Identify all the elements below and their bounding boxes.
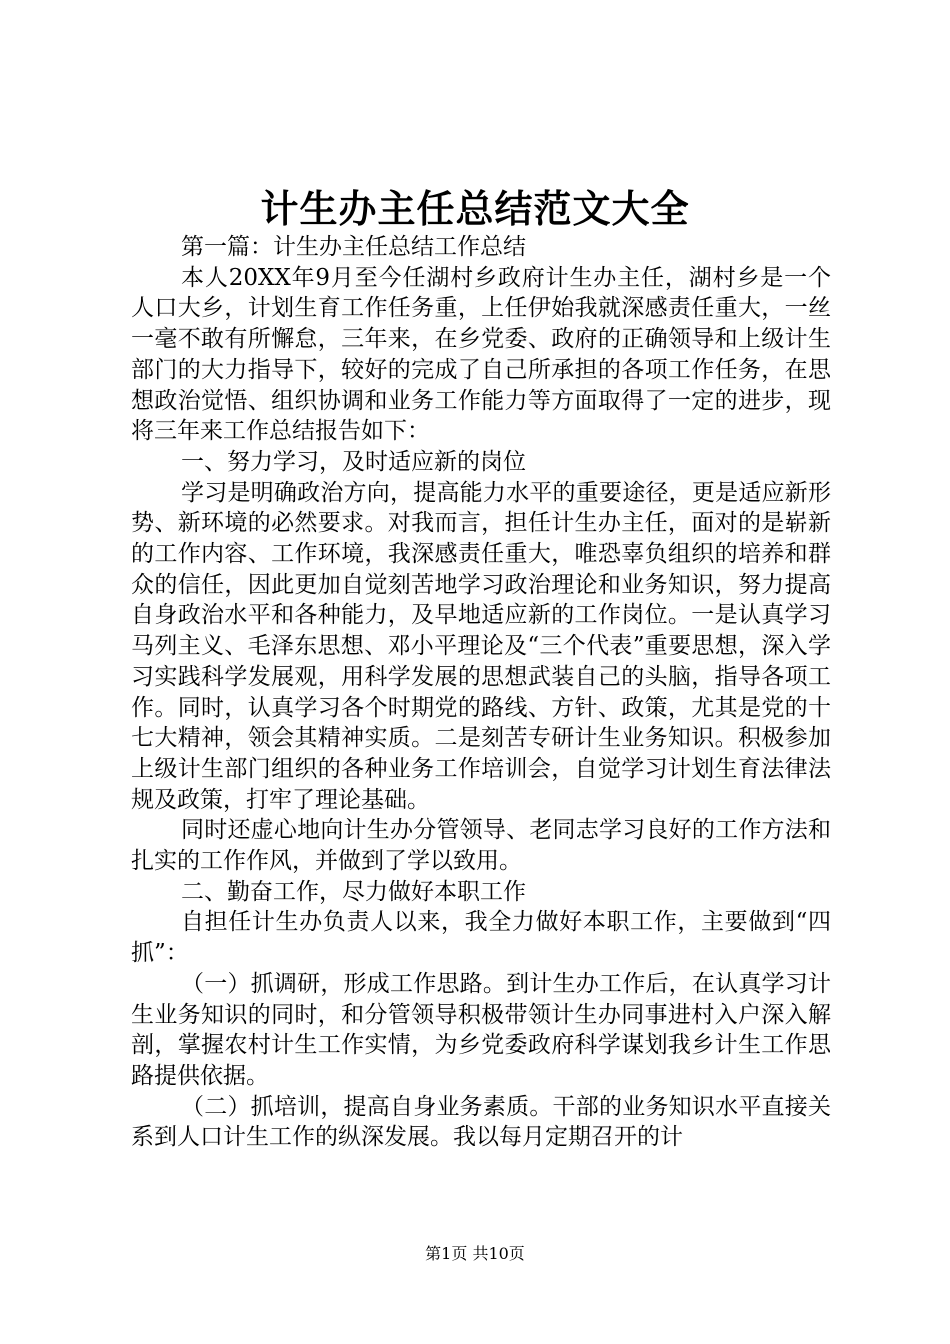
body-paragraph: （二）抓培训，提高自身业务素质。干部的业务知识水平直接关系到人口计生工作的纵深发展。我以每月定期召开的计 [131, 1093, 831, 1151]
page-number-footer: 第1页 共10页 [425, 1244, 525, 1263]
section-heading: 一、努力学习，及时适应新的岗位 [181, 448, 526, 475]
body-paragraph: 同时还虚心地向计生办分管领导、老同志学习良好的工作方法和扎实的工作作风，并做到了学以致用。 [131, 817, 831, 875]
body-paragraph: 学习是明确政治方向，提高能力水平的重要途径，更是适应新形势、新环境的必然要求。对我而言，担任计生办主任，面对的是崭新的工作内容、工作环境，我深感责任重大，唯恐辜负组织的培养和群众的信任，因此更加自觉刻苦地学习政治理论和业务知识，努力提高自身政治水平和各种能力，及早地适应新的工作岗位。一是认真学习马列主义、毛泽东思想、邓小平理论及“三个代表”重要思想，深入学习实践科学发展观，用科学发展的思想武装自己的头脑，指导各项工作。同时，认真学习各个时期党的路线、方针、政策，尤其是党的十七大精神，领会其精神实质。二是刻苦专研计生业务知识。积极参加上级计生部门组织的各种业务工作培训会，自觉学习计划生育法律法规及政策，打牢了理论基础。 [131, 479, 831, 813]
document-body [131, 232, 831, 1153]
body-paragraph: 本人20XX年9月至今任湖村乡政府计生办主任，湖村乡是一个人口大乡，计划生育工作任务重，上任伊始我就深感责任重大，一丝一毫不敢有所懈怠，三年来，在乡党委、政府的正确领导和上级计生部门的大力指导下，较好的完成了自己所承担的各项工作任务，在思想政治觉悟、组织协调和业务工作能力等方面取得了一定的进步，现将三年来工作总结报告如下： [131, 264, 831, 445]
section-heading: 第一篇：计生办主任总结工作总结 [181, 234, 526, 260]
document-title: 计生办主任总结范文大全 [260, 186, 690, 231]
section-heading: 二、勤奋工作，尽力做好本职工作 [181, 878, 526, 905]
body-paragraph: 自担任计生办负责人以来，我全力做好本职工作，主要做到“四抓”： [131, 909, 831, 967]
body-paragraph: （一）抓调研，形成工作思路。到计生办工作后，在认真学习计生业务知识的同时，和分管领导积极带领计生办同事进村入户深入解剖，掌握农村计生工作实情，为乡党委政府科学谋划我乡计生工作思路提供依据。 [131, 970, 831, 1089]
